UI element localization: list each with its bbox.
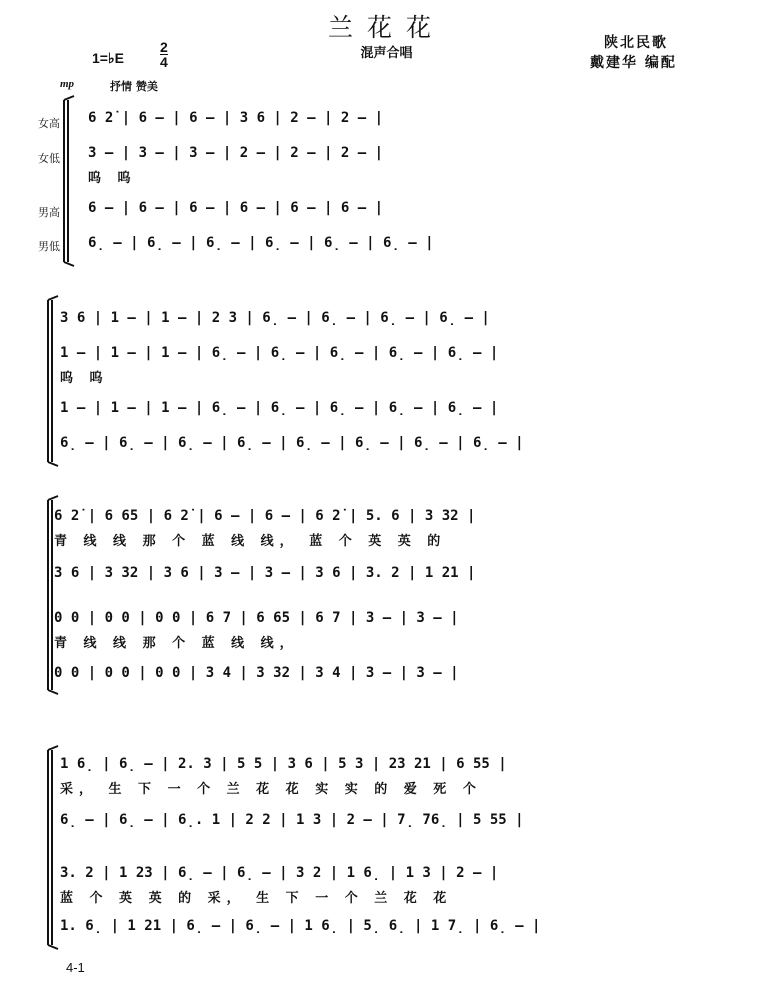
page-number: 4-1	[66, 960, 85, 975]
notation-row: 6̣ – | 6̣ – | 6̣ – | 6̣ – | 6̣ – | 6̣ – | 6̣ – | 6̣ – |	[60, 435, 524, 451]
notation-row: 6 – | 6 – | 6 – | 6 – | 6 – | 6 – |	[88, 200, 384, 216]
notation-row: 3 6 | 3 32 | 3 6 | 3 – | 3 – | 3 6 | 3. 2 | 1 21 |	[54, 565, 476, 581]
key-signature: 1=♭E	[92, 50, 124, 66]
song-title: 兰花花	[327, 13, 445, 42]
time-signature-top: 2	[160, 39, 168, 55]
lyric-line: 蓝 个 英 英 的 采， 生 下 一 个 兰 花 花	[60, 891, 453, 906]
notation-row: 1 6̣ | 6̣ – | 2. 3 | 5 5 | 3 6 | 5 3 | 23 21 | 6 55 |	[60, 756, 507, 772]
credit-origin: 陕北民歌	[604, 35, 668, 51]
notation-row: 1 – | 1 – | 1 – | 6̣ – | 6̣ – | 6̣ – | 6̣ – | 6̣ – |	[60, 345, 499, 361]
lyric-line: 青 线 线 那 个 蓝 线 线，	[54, 636, 299, 651]
notation-row: 6̣ – | 6̣ – | 6̣ – | 6̣ – | 6̣ – | 6̣ – |	[88, 235, 434, 251]
notation-row: 0 0 | 0 0 | 0 0 | 6 7 | 6 65 | 6 7 | 3 – | 3 – |	[54, 610, 459, 626]
song-subtitle: 混声合唱	[360, 46, 413, 61]
lyric-line: 青 线 线 那 个 蓝 线 线， 蓝 个 英 英 的	[54, 534, 447, 549]
notation-row: 3. 2 | 1 23 | 6̣ – | 6̣ – | 3 2 | 1 6̣ | 1 3 | 2 – |	[60, 865, 499, 881]
notation-row: 6̣ – | 6̣ – | 6̣. 1 | 2 2 | 1 3 | 2 – | 7̣ 76̣ | 5 55 |	[60, 812, 524, 828]
lyric-line: 呜 呜	[60, 371, 109, 386]
expression-marking: 抒情 赞美	[110, 80, 158, 93]
voice-label-tenor: 男高	[38, 206, 60, 219]
notation-row: 0 0 | 0 0 | 0 0 | 3 4 | 3 32 | 3 4 | 3 – | 3 – |	[54, 665, 459, 681]
notation-row: 6 2̇ | 6 65 | 6 2̇ | 6 – | 6 – | 6 2̇ | 5. 6 | 3 32 |	[54, 508, 476, 524]
voice-label-alto: 女低	[38, 152, 60, 165]
notation-row: 6 2̇ | 6 – | 6 – | 3 6 | 2 – | 2 – |	[88, 110, 384, 126]
voice-label-soprano: 女高	[38, 117, 60, 130]
lyric-line: 采， 生 下 一 个 兰 花 花 实 实 的 爱 死 个	[60, 782, 482, 797]
credit-arranger: 戴建华 编配	[590, 55, 677, 71]
notation-row: 1. 6̣ | 1 21 | 6̣ – | 6̣ – | 1 6̣ | 5̣ 6̣ | 1 7̣ | 6̣ – |	[60, 918, 541, 934]
notation-row: 3 6 | 1 – | 1 – | 2 3 | 6̣ – | 6̣ – | 6̣ – | 6̣ – |	[60, 310, 490, 326]
lyric-line: 呜 呜	[88, 171, 137, 186]
notation-row: 1 – | 1 – | 1 – | 6̣ – | 6̣ – | 6̣ – | 6̣ – | 6̣ – |	[60, 400, 499, 416]
notation-row: 3 – | 3 – | 3 – | 2 – | 2 – | 2 – |	[88, 145, 384, 161]
dynamic-marking: mp	[60, 78, 75, 90]
time-signature-bottom: 4	[160, 54, 168, 70]
voice-label-bass: 男低	[38, 240, 60, 253]
